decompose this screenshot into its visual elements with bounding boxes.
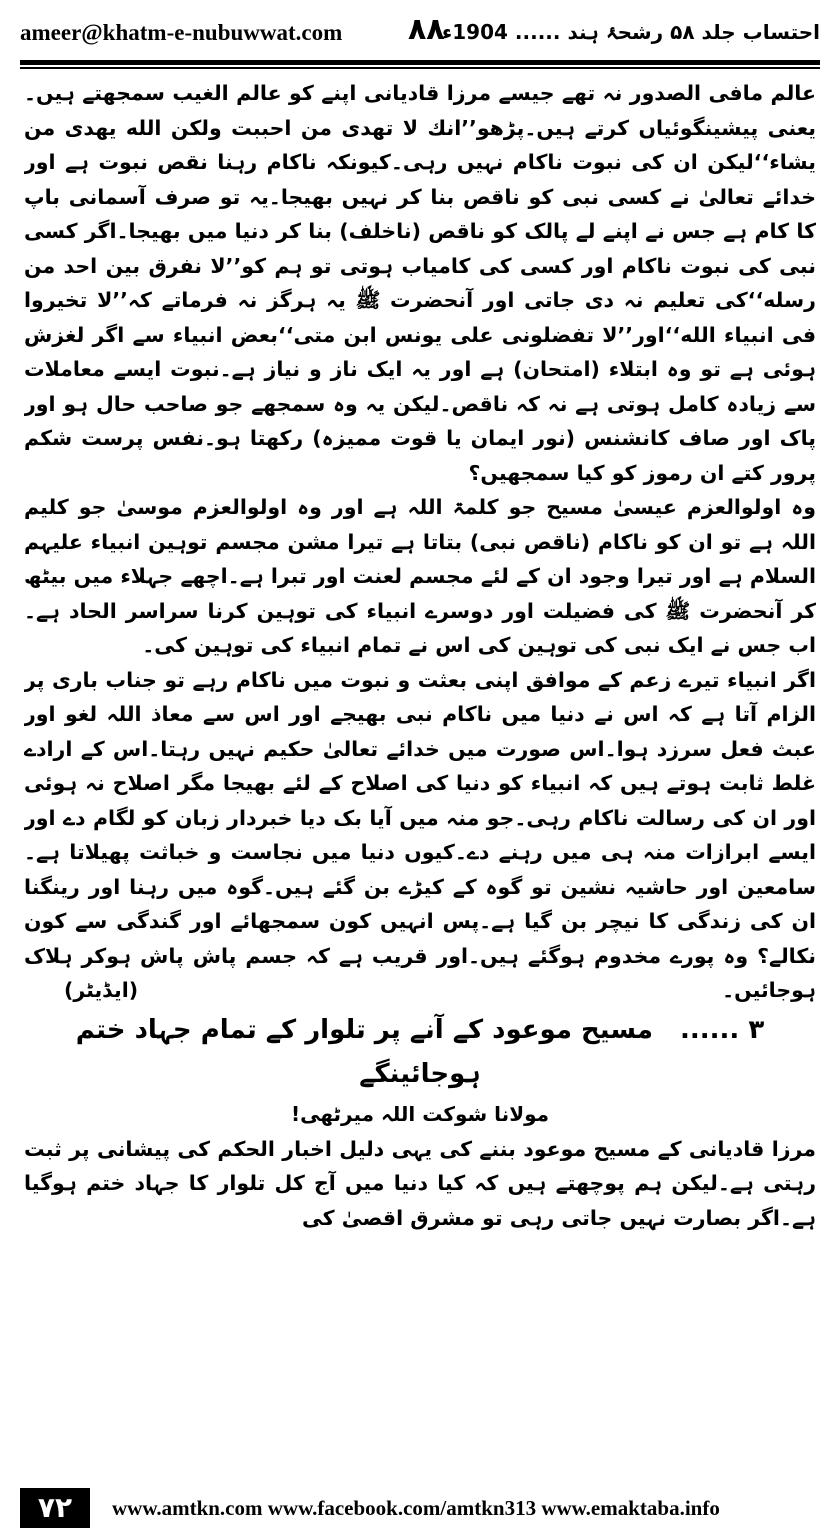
footer-page-number: ۷۲ bbox=[20, 1488, 90, 1528]
editor-note: (ایڈیٹر) bbox=[64, 978, 139, 1002]
paragraph-3-block bbox=[24, 663, 816, 1008]
section-author: مولانا شوکت اللہ میرٹھی! bbox=[290, 1101, 550, 1126]
page-header bbox=[20, 14, 820, 52]
closing-paragraph: مرزا قادیانی کے مسیح موعود بننے کی یہی دلیل اخبار الحکم کی پیشانی پر ثبت رہتی ہے۔لیکن ہم پوچھتے ہیں کہ کیا دنیا میں آج کل تلوار کا جہاد ختم ہوگیا ہے۔اگر بصارت نہیں جاتی رہی تو مشرق اقصیٰ کی bbox=[24, 1136, 816, 1230]
header-rule-thin bbox=[20, 67, 820, 69]
body-text bbox=[24, 76, 816, 1476]
section-heading bbox=[24, 1008, 816, 1096]
header-page-number: ۸۸ bbox=[408, 12, 445, 47]
header-issue-title: احتساب جلد ۵۸ رشحۂ ہند ...... 1904ء bbox=[442, 20, 820, 44]
footer-links: www.amtkn.com www.facebook.com/amtkn313 www.emaktaba.info bbox=[112, 1496, 720, 1520]
section-number: ۳ ...... bbox=[679, 1014, 765, 1045]
paragraph-1: عالم مافی الصدور نہ تھے جیسے مرزا قادیانی اپنے کو عالم الغیب سمجھتے ہیں۔یعنی پیشینگوئیاں کرتے ہیں۔پڑھو’’انك لا تهدی من احببت ولكن الله يهدی من يشاء‘‘لیکن ان کی نبوت ناکام نہیں رہی۔کیونکہ ناکام رہنا نقص نبوت ہے اور خدائے تعالیٰ نے کسی نبی کو ناقص بنا کر نہیں بھیجا۔یہ تو صرف آسمانی باپ کا کام ہے جس نے اپنے لے پالک کو ناقص (ناخلف) بنا کر دنیا میں بھیجا۔اگر کسی نبی کی نبوت ناکام اور کسی کی کامیاب ہوتی تو ہم کو’’لا نفرق بین احد من رسله‘‘کی تعلیم نہ دی جاتی اور آنحضرت ﷺ یہ ہرگز نہ فرماتے کہ’’لا تخیروا فی انبیاء الله‘‘اور’’لا تفضلونی علی یونس ابن متی‘‘بعض انبیاء سے اگر لغزش ہوئی ہے تو وہ ابتلاء (امتحان) ہے اور یہ ایک ناز و نیاز ہے۔نبوت ایسے معاملات سے زیادہ کامل ہوتی ہے نہ کہ ناقص۔لیکن یہ وہ سمجھے جو صاحب حال ہو اور پاک اور صاف کانشنس (نور ایمان یا قوت ممیزہ) رکھتا ہو۔نفس پرست شکم پرور کتے ان رموز کو کیا سمجھیں؟ bbox=[24, 81, 816, 485]
paragraph-3: اگر انبیاء تیرے زعم کے موافق اپنی بعثت و نبوت میں ناکام رہے تو جناب باری پر الزام آتا ہے کہ اس نے دنیا میں ناکام نبی بھیجے اور اس سے معاذ اللہ لغو اور عبث فعل سرزد ہوا۔اس صورت میں خدائے تعالیٰ حکیم نہیں رہتا۔اس کے ارادے غلط ثابت ہوتے ہیں کہ انبیاء کو دنیا کی اصلاح کے لئے بھیجا مگر اصلاح نہ ہوئی اور ان کی رسالت ناکام رہی۔جو منہ میں آیا بک دیا خبردار زبان کو لگام دے اور ایسے ابرازات منہ ہی میں رہنے دے۔کیوں دنیا میں نجاست و خباثت پھیلاتا ہے۔سامعین اور حاشیہ نشین تو گوہ کے کیڑے بن گئے ہیں۔گوہ میں رہنا اور رینگنا ان کی زندگی کا نیچر بن گیا ہے۔پس انہیں کون سمجھائے اور گندگی سے کون نکالے؟ وہ پورے مخدوم ہوگئے ہیں۔اور قریب ہے کہ جسم پاش پاش ہوکر ہلاک ہوجائیں۔ bbox=[24, 667, 816, 1002]
paragraph-2: وہ اولوالعزم عیسیٰ مسیح جو کلمۃ اللہ ہے اور وہ اولوالعزم موسیٰ جو کلیم اللہ ہے تو ان کو ناکام (ناقص نبی) بتاتا ہے تیرا مشن مجسم توہین انبیاء علیہم السلام ہے اور تیرا وجود ان کے لئے مجسم لعنت اور تبرا ہے۔اچھے جہلاء میں بیٹھ کر آنحضرت ﷺ کی فضیلت اور دوسرے انبیاء کی توہین کرنا سراسر الحاد ہے۔اب جس نے ایک نبی کی توہین کی اس نے تمام انبیاء کی توہین کی۔ bbox=[24, 495, 816, 657]
section-title: مسیح موعود کے آنے پر تلوار کے تمام جہاد ختم ہوجائینگے bbox=[75, 1014, 653, 1089]
header-email: ameer@khatm-e-nubuwwat.com bbox=[20, 20, 343, 45]
page-footer bbox=[20, 1488, 820, 1532]
header-rule-thick bbox=[20, 60, 820, 65]
